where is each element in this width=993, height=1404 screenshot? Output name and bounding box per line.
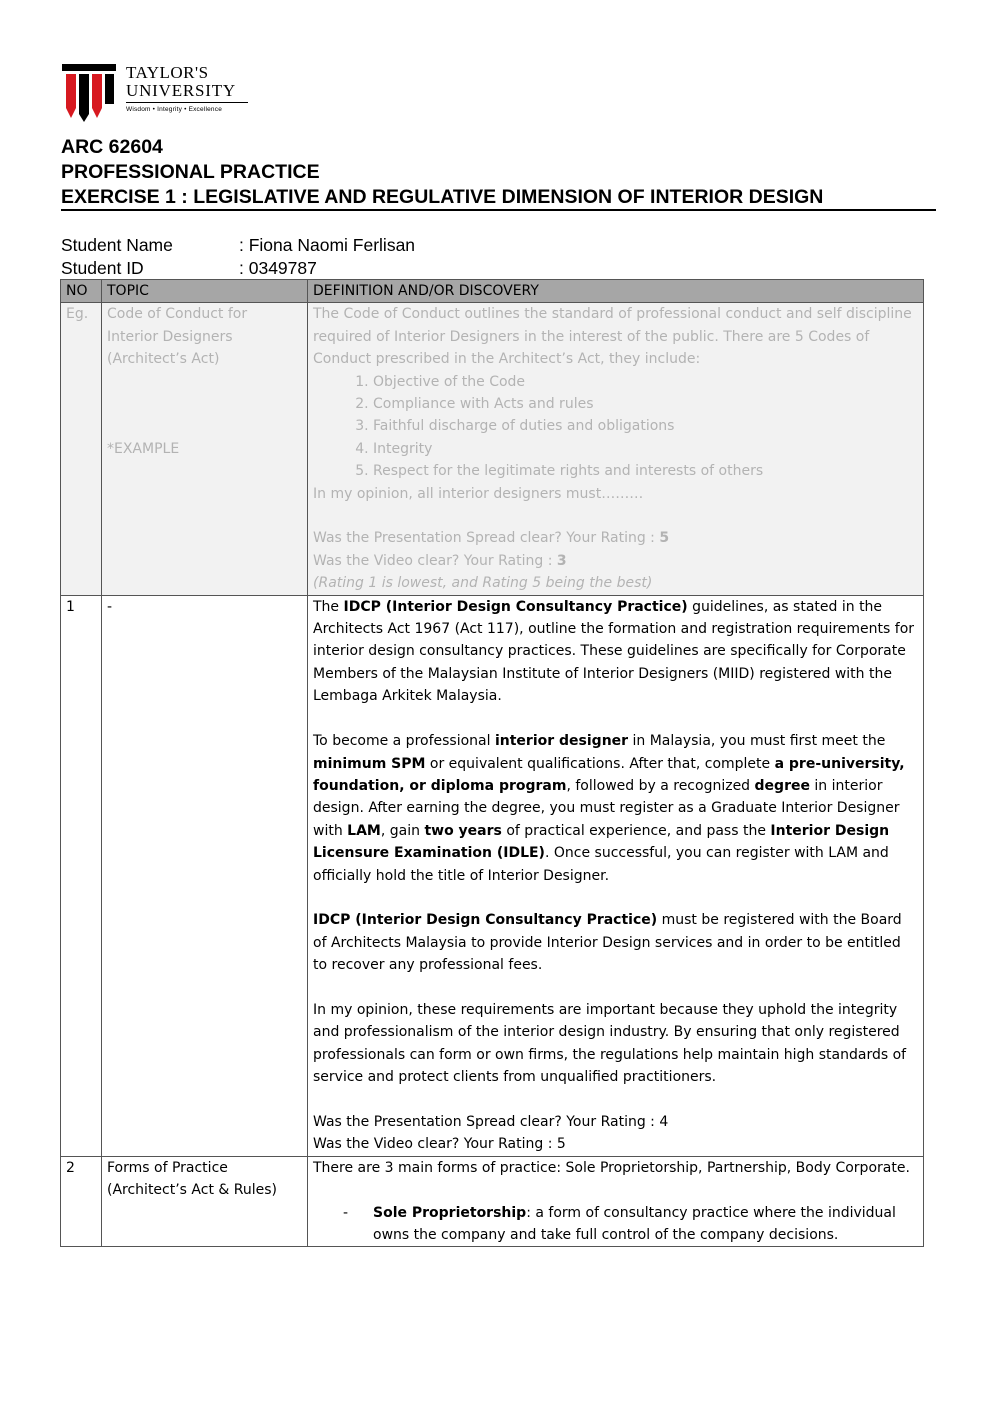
example-opinion: In my opinion, all interior designers must……… <box>313 485 644 502</box>
table-row-2 <box>61 1156 924 1247</box>
list-item: - Sole Proprietorship: a form of consultancy practice where the individual owns the company and take full control of the company decisions. <box>373 1202 918 1247</box>
example-topic-cell <box>102 303 308 595</box>
table-row-1 <box>61 595 924 1156</box>
header-topic: TOPIC <box>102 280 308 303</box>
row1-paragraph-idcp: The IDCP (Interior Design Consultancy Practice) guidelines, as stated in the Architects Act 1967 (Act 117), outline the formation and registration requirements for interior design consultancy practices. These guidelines are specifically for Corporate Members of the Malaysian Institute of Interior Designers (MIID) registered with the Lembaga Arkitek Malaysia. <box>313 598 915 705</box>
row2-forms-list <box>313 1202 918 1247</box>
course-title: PROFESSIONAL PRACTICE <box>61 161 320 183</box>
logo-line-1: TAYLOR'S <box>126 63 209 82</box>
document-heading <box>61 135 941 210</box>
row1-no: 1 <box>61 595 102 1156</box>
student-name-row <box>61 234 415 256</box>
row1-rating-presentation: Was the Presentation Spread clear? Your Rating : 4 <box>313 1113 669 1130</box>
example-code-list <box>313 371 918 483</box>
header-definition: DEFINITION AND/OR DISCOVERY <box>308 280 924 303</box>
row2-intro: There are 3 main forms of practice: Sole Proprietorship, Partnership, Body Corporate. <box>313 1159 910 1176</box>
student-id-value: : 0349787 <box>239 258 317 278</box>
logo-line-2: UNIVERSITY <box>126 81 236 100</box>
row1-paragraph-opinion: In my opinion, these requirements are important because they uphold the integrity and professionalism of the interior design industry. By ensuring that only registered professionals can form or own firms, the regulations help maintain high standards of service and protect clients from unqualified practitioners. <box>313 1001 907 1086</box>
row2-no: 2 <box>61 1156 102 1247</box>
row2-topic: Forms of Practice (Architect’s Act & Rules) <box>102 1156 308 1247</box>
student-name-value: : Fiona Naomi Ferlisan <box>239 235 416 255</box>
list-item: 2. Compliance with Acts and rules <box>373 393 918 415</box>
table-header-row <box>61 280 924 303</box>
student-id-label: Student ID <box>61 258 144 278</box>
list-item: 5. Respect for the legitimate rights and interests of others <box>373 460 918 482</box>
student-name-label: Student Name <box>61 235 173 255</box>
course-code: ARC 62604 <box>61 136 163 158</box>
example-rating-video: Was the Video clear? Your Rating : 3 <box>313 552 567 569</box>
student-id-row <box>61 257 317 279</box>
exercise-title: EXERCISE 1 : LEGISLATIVE AND REGULATIVE DIMENSION OF INTERIOR DESIGN <box>61 186 824 208</box>
example-no: Eg. <box>61 303 102 595</box>
example-rating-presentation: Was the Presentation Spread clear? Your Rating : 5 <box>313 530 670 547</box>
list-item: 4. Integrity <box>373 438 918 460</box>
example-intro: The Code of Conduct outlines the standard of professional conduct and self discipline required of Interior Designers in the interest of the public. There are 5 Codes of Conduct prescribed in the Architect’s Act, they include: <box>313 306 912 368</box>
example-topic: Code of Conduct for Interior Designers (Architect’s Act) <box>107 306 248 368</box>
list-item: 1. Objective of the Code <box>373 371 918 393</box>
example-rating-note: (Rating 1 is lowest, and Rating 5 being the best) <box>313 575 653 592</box>
logo-wordmark <box>126 64 248 113</box>
example-definition <box>308 303 924 595</box>
row1-definition <box>308 595 924 1156</box>
list-item: 3. Faithful discharge of duties and obligations <box>373 415 918 437</box>
logo-tagline: Wisdom • Integrity • Excellence <box>126 106 223 113</box>
heading-divider <box>61 209 936 211</box>
header-no: NO <box>61 280 102 303</box>
row2-definition <box>308 1156 924 1247</box>
row1-topic: - <box>102 595 308 1156</box>
row1-paragraph-registration: IDCP (Interior Design Consultancy Practice) must be registered with the Board of Architects Malaysia to provide Interior Design services and in order to be entitled to recover any professional fees. <box>313 912 902 974</box>
exercise-table <box>60 279 924 1247</box>
example-topic-note: *EXAMPLE <box>107 440 180 457</box>
table-row-example <box>61 303 924 595</box>
row1-paragraph-requirements: To become a professional interior designer in Malaysia, you must first meet the minimum SPM or equivalent qualifications. After that, complete a pre-university, foundation, or diploma program, followed by a recognized degree in interior design. After earning the degree, you must register as a Graduate Interior Designer with LAM, gain two years of practical experience, and pass the Interior Design Licensure Examination (IDLE). Once successful, you can register with LAM and officially hold the title of Interior Designer. <box>313 733 905 884</box>
row1-rating-video: Was the Video clear? Your Rating : 5 <box>313 1136 566 1153</box>
